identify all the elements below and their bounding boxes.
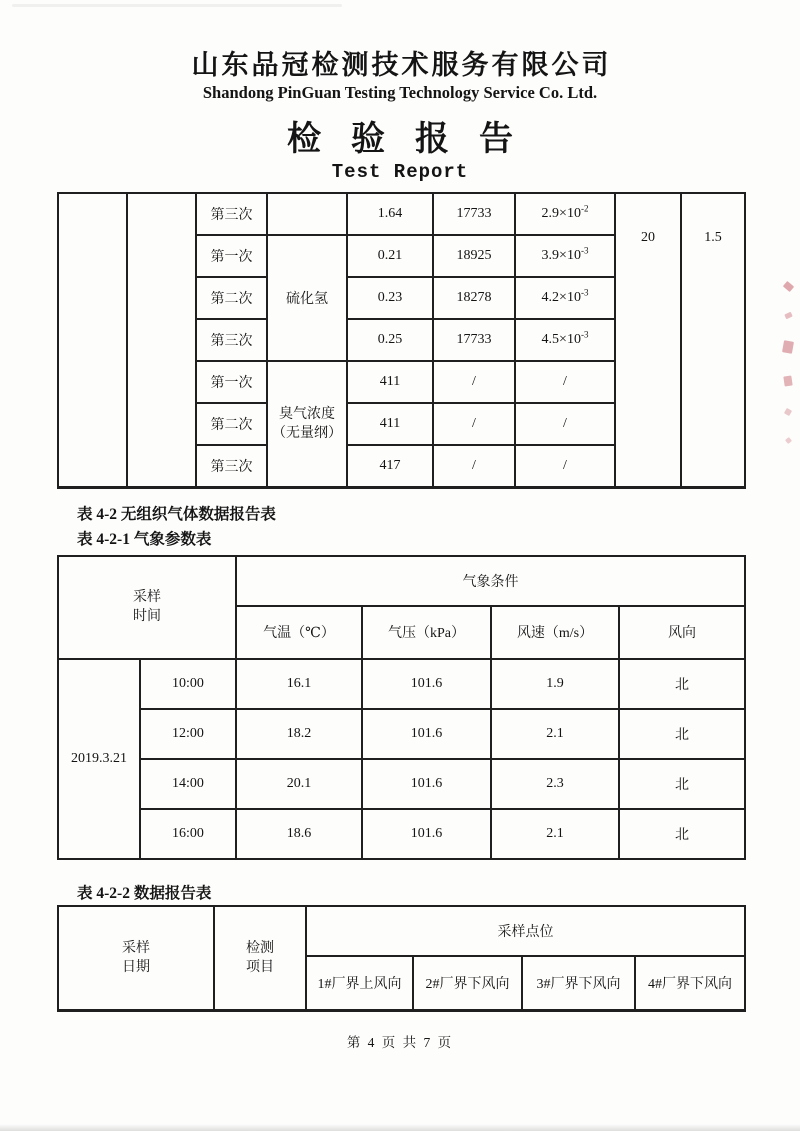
section-heading-4-2: 表 4-2 无组织气体数据报告表 [77,505,276,523]
sampling-points-table [57,905,746,1013]
scan-artifact-top [12,4,342,7]
rate-cell: / [515,445,615,487]
wind-speed-header: 风速（m/s） [491,606,619,659]
time-cell: 12:00 [140,709,236,759]
flow-cell: 17733 [433,319,515,361]
sampling-date-cell: 2019.3.21 [58,659,140,859]
round-cell: 第三次 [196,193,267,235]
empty-cell [58,193,127,487]
pressure-cell: 101.6 [362,659,491,709]
pressure-cell: 101.6 [362,709,491,759]
table-row [58,709,745,759]
flow-cell: 17733 [433,193,515,235]
concentration-cell: 0.21 [347,235,433,277]
weather-table [57,555,746,860]
header-line1: 采样 [122,940,150,956]
temperature-header: 气温（℃） [236,606,362,659]
wind-direction-cell: 北 [619,809,745,859]
header-line2: 项目 [246,959,274,975]
point-4-header: 4#厂界下风向 [635,956,745,1011]
header-line1: 检测 [246,940,274,956]
wind-direction-cell: 北 [619,759,745,809]
concentration-cell: 417 [347,445,433,487]
weather-conditions-header: 气象条件 [236,556,745,606]
wind-direction-cell: 北 [619,659,745,709]
round-cell: 第二次 [196,277,267,319]
pressure-cell: 101.6 [362,809,491,859]
rate-cell [515,319,615,361]
rate-exponent: -3 [580,287,589,298]
rate-base: 3.9×10 [541,248,581,263]
temperature-cell: 20.1 [236,759,362,809]
round-cell: 第三次 [196,319,267,361]
flow-cell: 18925 [433,235,515,277]
item-cell-empty [267,193,347,235]
rate-limit-cell: 1.5 [681,193,745,487]
table-row [58,809,745,859]
rate-exponent: -3 [580,245,589,256]
empty-cell [127,193,196,487]
test-item-header [214,906,306,1011]
temperature-cell: 18.2 [236,709,362,759]
concentration-cell: 411 [347,361,433,403]
point-3-header: 3#厂界下风向 [522,956,635,1011]
wind-speed-cell: 2.1 [491,809,619,859]
flow-cell: / [433,403,515,445]
wind-direction-header: 风向 [619,606,745,659]
sampling-date-header [58,906,214,1011]
item-line2: （无量纲） [272,425,342,441]
concentration-cell: 411 [347,403,433,445]
temperature-cell: 18.6 [236,809,362,859]
stamp-fragment [778,283,798,443]
report-title-cn: 检验报告 [287,121,543,158]
item-cell [267,361,347,487]
header-line2: 日期 [122,959,150,975]
table-header-row [58,556,745,606]
time-cell: 14:00 [140,759,236,809]
flow-cell: 18278 [433,277,515,319]
wind-speed-cell: 2.3 [491,759,619,809]
round-cell: 第一次 [196,235,267,277]
round-cell: 第二次 [196,403,267,445]
stamp-mark [782,340,794,354]
rate-base: 4.2×10 [541,290,581,305]
sampling-points-header: 采样点位 [306,906,745,956]
rate-base: 4.5×10 [541,332,581,347]
table-header-row [58,906,745,956]
scan-artifact-bottom [0,1124,800,1131]
header-line2: 时间 [133,609,161,624]
point-1-header: 1#厂界上风向 [306,956,413,1011]
stamp-mark [784,437,791,444]
stamp-mark [784,408,792,416]
table-row [58,659,745,709]
stamp-mark [783,375,792,386]
item-cell: 硫化氢 [267,235,347,361]
point-2-header: 2#厂界下风向 [413,956,522,1011]
temperature-cell: 16.1 [236,659,362,709]
stamp-mark [782,281,793,292]
rate-cell: / [515,403,615,445]
wind-speed-cell: 1.9 [491,659,619,709]
table-row [58,759,745,809]
wind-direction-cell: 北 [619,709,745,759]
rate-base: 2.9×10 [541,206,581,221]
pressure-cell: 101.6 [362,759,491,809]
page-indicator: 第 4 页 共 7 页 [346,1035,454,1050]
stack-height-cell: 20 [615,193,681,487]
section-heading-4-2-1: 表 4-2-1 气象参数表 [77,530,212,548]
rate-exponent: -2 [580,203,589,214]
flow-cell: / [433,445,515,487]
rate-cell [515,277,615,319]
header-line1: 采样 [133,590,161,605]
rate-cell [515,193,615,235]
rate-exponent: -3 [580,329,589,340]
time-cell: 16:00 [140,809,236,859]
stamp-mark [784,312,792,319]
round-cell: 第一次 [196,361,267,403]
table-row [58,193,745,235]
time-cell: 10:00 [140,659,236,709]
section-heading-4-2-2: 表 4-2-2 数据报告表 [77,884,212,902]
sampling-time-header [58,556,236,659]
pressure-header: 气压（kPa） [362,606,491,659]
rate-cell [515,235,615,277]
concentration-cell: 1.64 [347,193,433,235]
flow-cell: / [433,361,515,403]
concentration-cell: 0.23 [347,277,433,319]
round-cell: 第三次 [196,445,267,487]
wind-speed-cell: 2.1 [491,709,619,759]
rate-cell: / [515,361,615,403]
company-name-en: Shandong PinGuan Testing Technology Service Co. Ltd. [202,83,598,102]
concentration-cell: 0.25 [347,319,433,361]
report-title-en: Test Report [331,161,469,183]
company-name-cn: 山东品冠检测技术服务有限公司 [191,50,612,80]
emissions-table [57,192,746,489]
item-line1: 臭气浓度 [279,406,335,422]
